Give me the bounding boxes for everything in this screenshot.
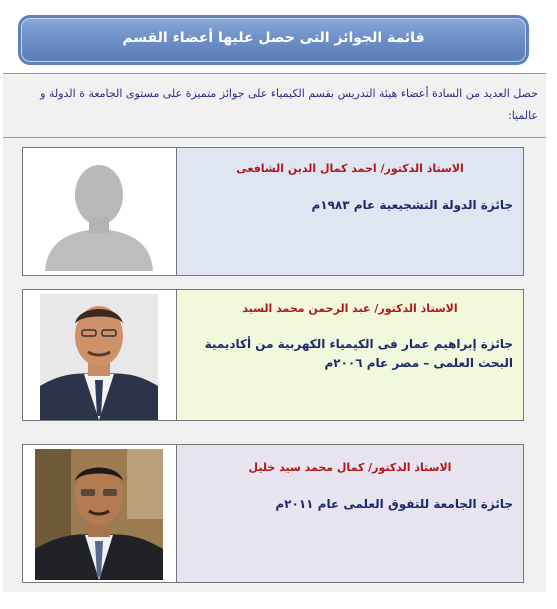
member-award: جائزة الجامعة للتفوق العلمى عام ٢٠١١م xyxy=(275,497,513,511)
member-card-1 xyxy=(22,147,524,276)
page-title: قائمة الجوائز التى حصل عليها أعضاء القسم xyxy=(122,30,425,46)
member-info xyxy=(177,148,523,275)
intro-text: حصل العديد من السادة أعضاء هيئة التدريس بقسم الكيمياء على جوائز متميزة على مستوى الجامعة ة الدولة و عالميا: xyxy=(3,74,546,138)
photo-cell xyxy=(23,445,177,582)
member-photo xyxy=(40,294,158,420)
member-award: جائزة إبراهيم عمار فى الكيمياء الكهربية من أكاديمية البحث العلمى – مصر عام ٢٠٠٦م xyxy=(204,337,513,370)
member-name: الاستاذ الدكتور/ عبد الرحمن محمد السيد xyxy=(242,302,458,315)
photo-cell xyxy=(23,148,177,275)
title-row xyxy=(3,3,546,74)
member-info xyxy=(177,445,523,582)
avatar-placeholder-icon xyxy=(37,151,161,271)
photo-cell xyxy=(23,290,177,420)
member-name: الاستاذ الدكتور/ احمد كمال الدين الشافعى xyxy=(236,162,464,175)
member-card-2 xyxy=(22,289,524,421)
member-name: الاستاذ الدكتور/ كمال محمد سيد خليل xyxy=(248,461,452,474)
member-award: جائزة الدولة التشجيعية عام ١٩٨٣م xyxy=(311,198,513,212)
title-banner xyxy=(18,15,529,65)
member-photo xyxy=(35,449,163,580)
member-card-3 xyxy=(22,444,524,583)
member-info xyxy=(177,290,523,420)
